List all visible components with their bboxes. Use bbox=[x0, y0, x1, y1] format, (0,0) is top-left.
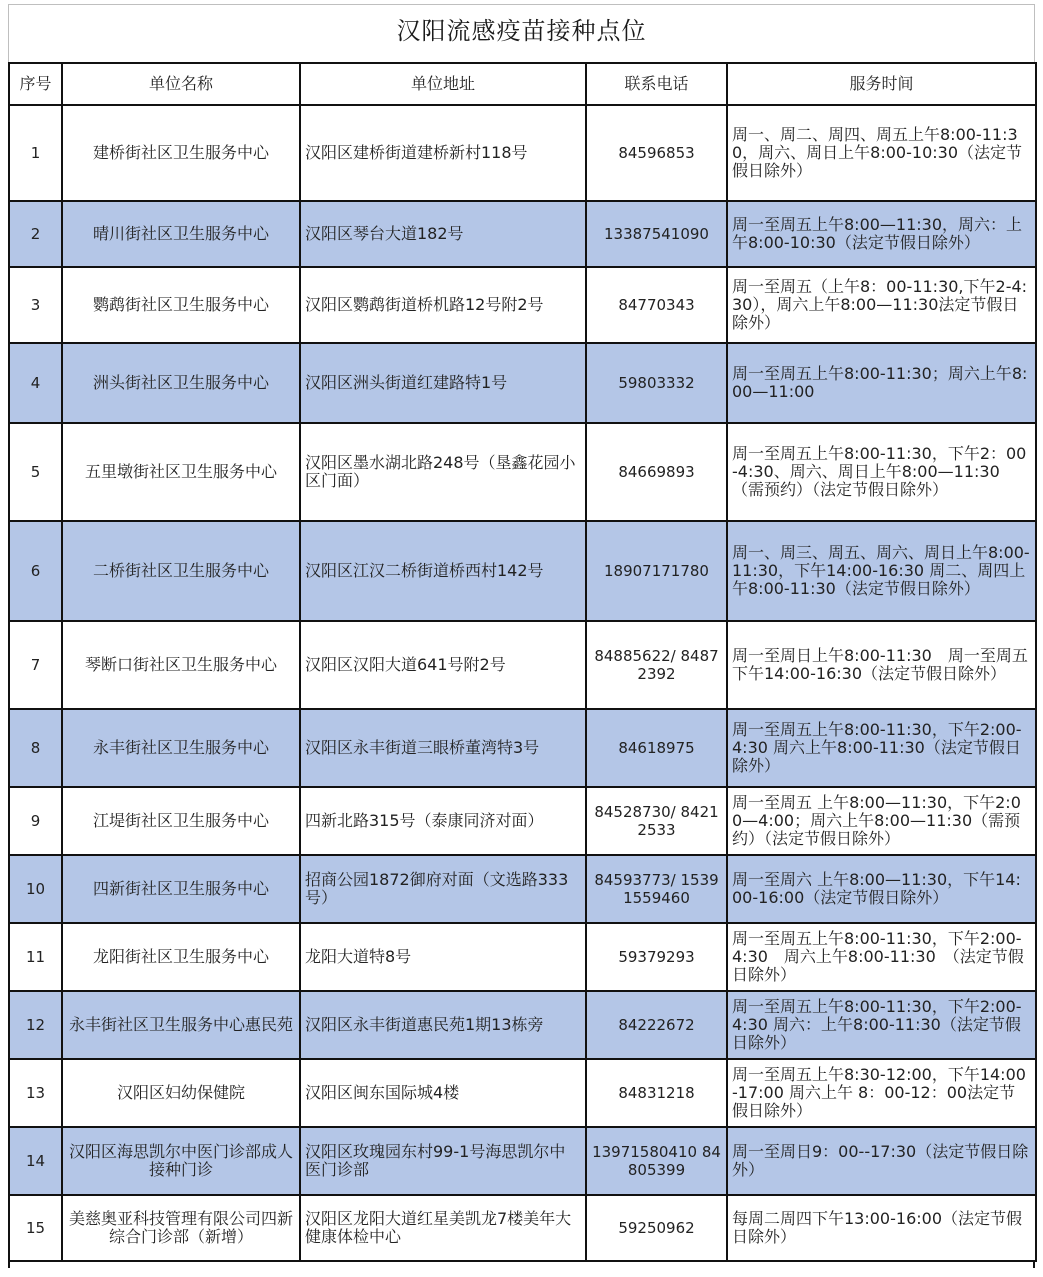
row-service-hours: 周一至周五上午8:00-11:30，下午2：00-4:30、周六、周日上午8:00—11:30（需预约）（法定节假日除外） bbox=[727, 423, 1036, 521]
table-row bbox=[9, 267, 1036, 343]
row-unit-name: 永丰街社区卫生服务中心惠民苑 bbox=[62, 991, 300, 1059]
row-no: 4 bbox=[9, 343, 62, 423]
table-row bbox=[9, 105, 1036, 201]
row-no: 6 bbox=[9, 521, 62, 621]
table-row bbox=[9, 343, 1036, 423]
row-address: 汉阳区龙阳大道红星美凯龙7楼美年大健康体检中心 bbox=[300, 1195, 586, 1261]
row-address: 汉阳区永丰街道惠民苑1期13栋旁 bbox=[300, 991, 586, 1059]
row-phone: 84596853 bbox=[586, 105, 727, 201]
row-unit-name: 洲头街社区卫生服务中心 bbox=[62, 343, 300, 423]
table-row bbox=[9, 423, 1036, 521]
row-service-hours: 周一、周三、周五、周六、周日上午8:00-11:30，下午14:00-16:30 周二、周四上午8:00-11:30（法定节假日除外） bbox=[727, 521, 1036, 621]
row-address: 汉阳区江汉二桥街道桥西村142号 bbox=[300, 521, 586, 621]
row-unit-name: 永丰街社区卫生服务中心 bbox=[62, 709, 300, 787]
row-service-hours: 周一至周五（上午8：00-11:30,下午2-4:30），周六上午8:00—11:30法定节假日除外） bbox=[727, 267, 1036, 343]
row-phone: 84885622/ 84872392 bbox=[586, 621, 727, 709]
row-no: 10 bbox=[9, 855, 62, 923]
row-unit-name: 汉阳区妇幼保健院 bbox=[62, 1059, 300, 1127]
row-service-hours: 周一至周六 上午8:00—11:30，下午14:00-16:00（法定节假日除外） bbox=[727, 855, 1036, 923]
page bbox=[8, 4, 1035, 1273]
row-unit-name: 琴断口街社区卫生服务中心 bbox=[62, 621, 300, 709]
row-service-hours: 周一至周五上午8:00-11:30；周六上午8:00—11:00 bbox=[727, 343, 1036, 423]
vaccination-sites-table bbox=[8, 62, 1037, 1262]
row-unit-name: 五里墩街社区卫生服务中心 bbox=[62, 423, 300, 521]
row-phone: 84770343 bbox=[586, 267, 727, 343]
row-no: 15 bbox=[9, 1195, 62, 1261]
row-service-hours: 每周二周四下午13:00-16:00（法定节假日除外） bbox=[727, 1195, 1036, 1261]
row-address: 汉阳区永丰街道三眼桥董湾特3号 bbox=[300, 709, 586, 787]
table-row bbox=[9, 991, 1036, 1059]
row-service-hours: 周一、周二、周四、周五上午8:00-11:30，周六、周日上午8:00-10:30（法定节假日除外） bbox=[727, 105, 1036, 201]
row-service-hours: 周一至周五上午8:30-12:00，下午14:00-17:00 周六上午 8：00-12：00法定节假日除外） bbox=[727, 1059, 1036, 1127]
header-address: 单位地址 bbox=[300, 63, 586, 105]
row-address: 汉阳区玫瑰园东村99-1号海思凯尔中医门诊部 bbox=[300, 1127, 586, 1195]
table-bottom-strip bbox=[8, 1262, 1035, 1268]
table-row bbox=[9, 923, 1036, 991]
page-title: 汉阳流感疫苗接种点位 bbox=[8, 4, 1035, 62]
row-address: 汉阳区墨水湖北路248号（垦鑫花园小区门面） bbox=[300, 423, 586, 521]
row-no: 1 bbox=[9, 105, 62, 201]
table-row bbox=[9, 1195, 1036, 1261]
row-phone: 13387541090 bbox=[586, 201, 727, 267]
table-header-row bbox=[9, 63, 1036, 105]
row-phone: 59250962 bbox=[586, 1195, 727, 1261]
row-phone: 84593773/ 15391559460 bbox=[586, 855, 727, 923]
row-unit-name: 鹦鹉街社区卫生服务中心 bbox=[62, 267, 300, 343]
row-phone: 84222672 bbox=[586, 991, 727, 1059]
table-row bbox=[9, 621, 1036, 709]
row-address: 汉阳区汉阳大道641号附2号 bbox=[300, 621, 586, 709]
table-row bbox=[9, 787, 1036, 855]
row-unit-name: 汉阳区海思凯尔中医门诊部成人接种门诊 bbox=[62, 1127, 300, 1195]
row-address: 龙阳大道特8号 bbox=[300, 923, 586, 991]
row-no: 9 bbox=[9, 787, 62, 855]
row-service-hours: 周一至周五上午8:00—11:30，周六：上午8:00-10:30（法定节假日除外） bbox=[727, 201, 1036, 267]
row-address: 汉阳区鹦鹉街道桥机路12号附2号 bbox=[300, 267, 586, 343]
row-no: 7 bbox=[9, 621, 62, 709]
table-row bbox=[9, 709, 1036, 787]
row-service-hours: 周一至周五上午8:00-11:30，下午2:00-4:30 周六：上午8:00-11:30（法定节假日除外） bbox=[727, 991, 1036, 1059]
row-unit-name: 建桥街社区卫生服务中心 bbox=[62, 105, 300, 201]
table-row bbox=[9, 521, 1036, 621]
row-service-hours: 周一至周五上午8:00-11:30，下午2:00-4:30 周六上午8:00-11:30（法定节假日除外） bbox=[727, 709, 1036, 787]
row-phone: 84528730/ 84212533 bbox=[586, 787, 727, 855]
row-no: 12 bbox=[9, 991, 62, 1059]
header-hours: 服务时间 bbox=[727, 63, 1036, 105]
row-address: 汉阳区洲头街道红建路特1号 bbox=[300, 343, 586, 423]
row-phone: 59803332 bbox=[586, 343, 727, 423]
row-no: 5 bbox=[9, 423, 62, 521]
row-unit-name: 晴川街社区卫生服务中心 bbox=[62, 201, 300, 267]
header-phone: 联系电话 bbox=[586, 63, 727, 105]
row-service-hours: 周一至周五上午8:00-11:30，下午2:00-4:30 周六上午8:00-11:30 （法定节假日除外） bbox=[727, 923, 1036, 991]
row-phone: 84618975 bbox=[586, 709, 727, 787]
row-service-hours: 周一至周五 上午8:00—11:30，下午2:00—4:00；周六上午8:00—11:30（需预约）（法定节假日除外） bbox=[727, 787, 1036, 855]
table-row bbox=[9, 201, 1036, 267]
row-no: 13 bbox=[9, 1059, 62, 1127]
header-no: 序号 bbox=[9, 63, 62, 105]
row-unit-name: 龙阳街社区卫生服务中心 bbox=[62, 923, 300, 991]
row-phone: 59379293 bbox=[586, 923, 727, 991]
table-row bbox=[9, 1059, 1036, 1127]
row-phone: 84669893 bbox=[586, 423, 727, 521]
row-phone: 84831218 bbox=[586, 1059, 727, 1127]
row-address: 招商公园1872御府对面（文选路333号） bbox=[300, 855, 586, 923]
row-no: 2 bbox=[9, 201, 62, 267]
row-phone: 18907171780 bbox=[586, 521, 727, 621]
table-row bbox=[9, 855, 1036, 923]
row-phone: 13971580410 84805399 bbox=[586, 1127, 727, 1195]
table-row bbox=[9, 1127, 1036, 1195]
row-unit-name: 美慈奥亚科技管理有限公司四新综合门诊部（新增） bbox=[62, 1195, 300, 1261]
row-no: 14 bbox=[9, 1127, 62, 1195]
row-address: 四新北路315号（泰康同济对面） bbox=[300, 787, 586, 855]
row-address: 汉阳区闽东国际城4楼 bbox=[300, 1059, 586, 1127]
row-unit-name: 四新街社区卫生服务中心 bbox=[62, 855, 300, 923]
row-no: 11 bbox=[9, 923, 62, 991]
header-name: 单位名称 bbox=[62, 63, 300, 105]
row-no: 8 bbox=[9, 709, 62, 787]
row-address: 汉阳区建桥街道建桥新村118号 bbox=[300, 105, 586, 201]
row-address: 汉阳区琴台大道182号 bbox=[300, 201, 586, 267]
row-unit-name: 江堤街社区卫生服务中心 bbox=[62, 787, 300, 855]
row-service-hours: 周一至周日9：00--17:30（法定节假日除外） bbox=[727, 1127, 1036, 1195]
row-unit-name: 二桥街社区卫生服务中心 bbox=[62, 521, 300, 621]
row-no: 3 bbox=[9, 267, 62, 343]
row-service-hours: 周一至周日上午8:00-11:30 周一至周五下午14:00-16:30（法定节假日除外） bbox=[727, 621, 1036, 709]
